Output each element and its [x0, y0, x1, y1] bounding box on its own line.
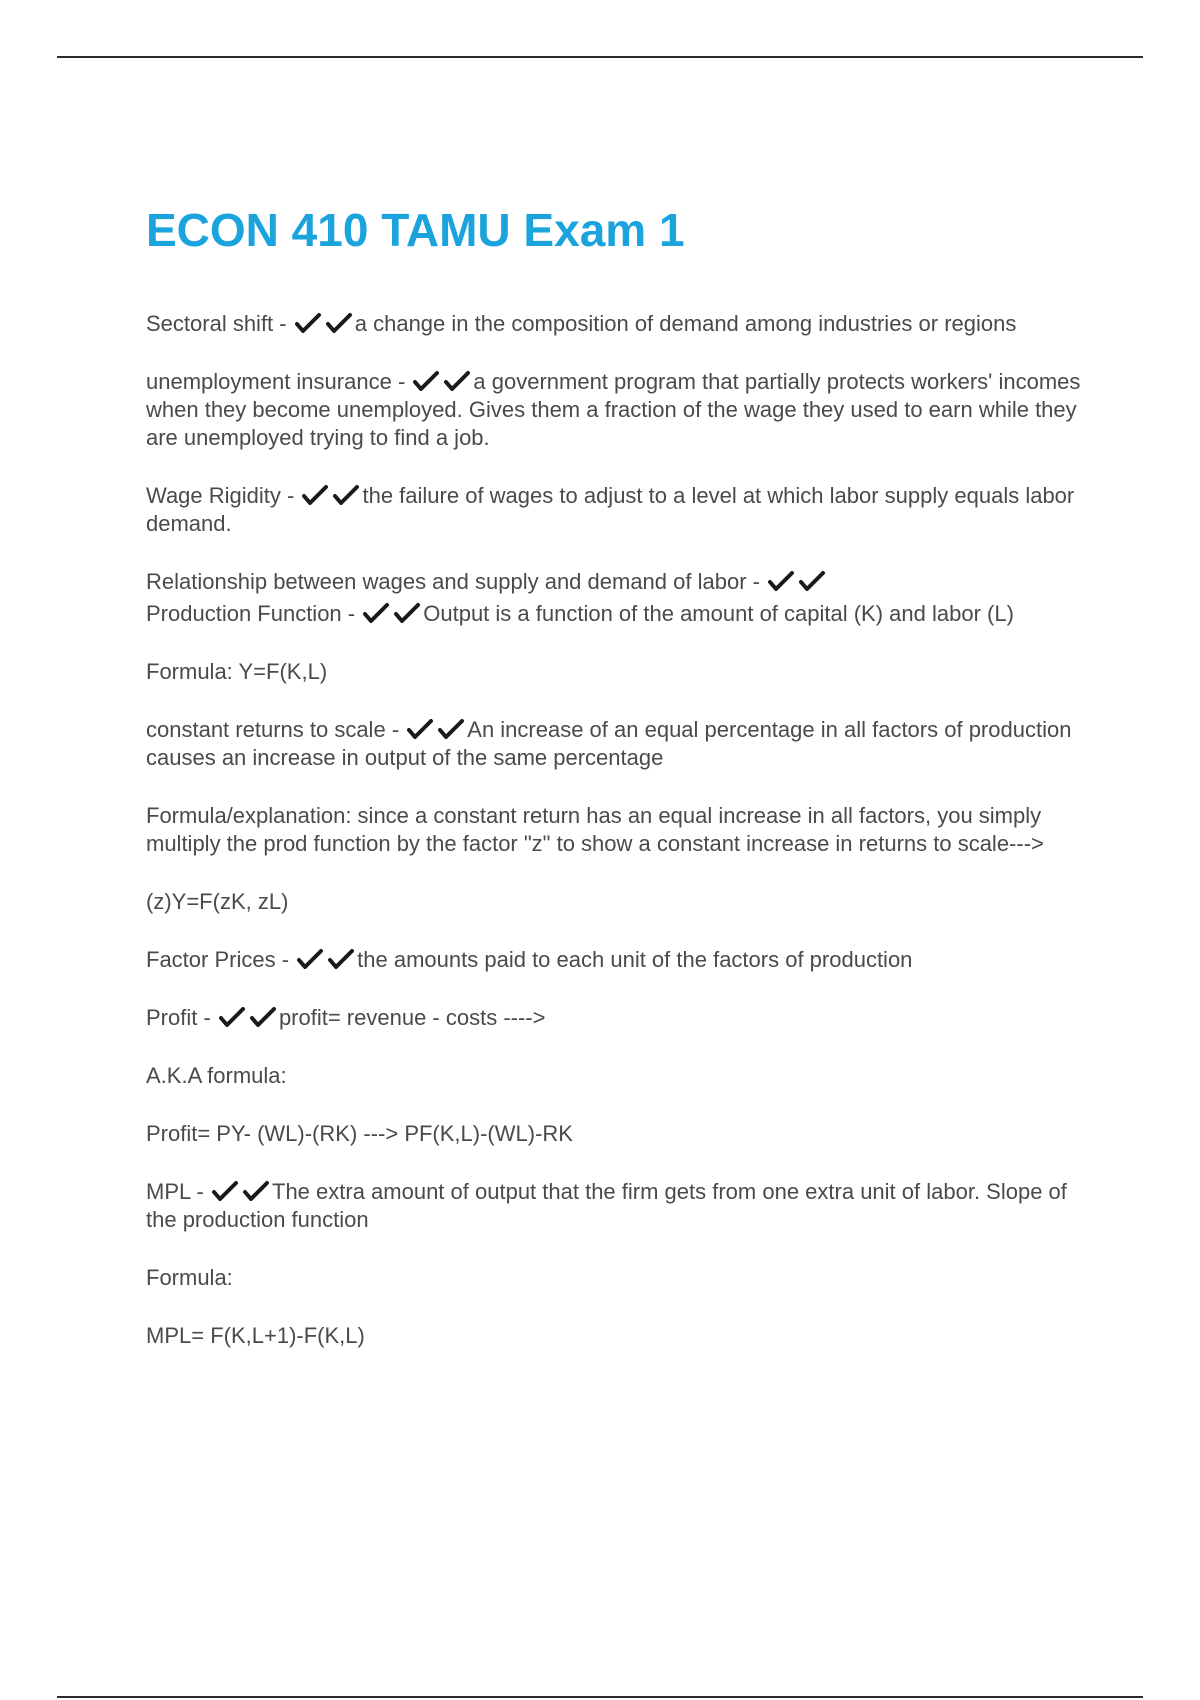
flashcard-entry [146, 310, 1086, 338]
definition: a change in the composition of demand among industries or regions [354, 311, 1017, 336]
header-rule [57, 56, 1143, 58]
flashcard-entry [146, 1004, 1086, 1032]
document-body [146, 200, 1086, 1380]
flashcard-entry [146, 946, 1086, 974]
term: MPL [146, 1179, 191, 1204]
checkmark-icon [243, 1180, 270, 1202]
checkmark-icon [444, 370, 471, 392]
separator: - [391, 717, 400, 742]
formula-text: Profit= PY- (WL)-(RK) ---> PF(K,L)-(WL)-RK [146, 1121, 573, 1146]
separator: - [281, 947, 290, 972]
checkmark-icon [799, 570, 826, 592]
definition: Output is a function of the amount of capital (K) and labor (L) [423, 601, 1014, 626]
flashcard-entry [146, 368, 1086, 452]
flashcard-entry [146, 716, 1086, 772]
term: Profit [146, 1005, 198, 1030]
separator: - [397, 369, 406, 394]
checkmark-icon [328, 948, 355, 970]
separator: - [279, 311, 287, 336]
formula-label: A.K.A formula: [146, 1063, 287, 1088]
formula-text: (z)Y=F(zK, zL) [146, 889, 289, 914]
checkmark-icon [302, 484, 329, 506]
separator: - [203, 1005, 211, 1030]
term: Production Function [146, 601, 342, 626]
separator: - [287, 483, 295, 508]
definition: the failure of wages to adjust to a level at which labor supply equals labor demand. [146, 483, 1075, 536]
checkmark-icon [212, 1180, 239, 1202]
footer-rule [57, 1696, 1143, 1698]
formula-label: Formula: [146, 1265, 233, 1290]
definition: An increase of an equal percentage in all factors of production causes an increase in output of the same percentage [146, 717, 1072, 770]
definition: profit= revenue - costs ----> [278, 1005, 546, 1030]
checkmark-icon [250, 1006, 277, 1028]
definition: the amounts paid to each unit of the factors of production [357, 947, 913, 972]
flashcard-entry [146, 568, 1086, 596]
checkmark-icon [407, 718, 434, 740]
checkmark-icon [295, 312, 322, 334]
flashcard-entry [146, 482, 1086, 538]
term: Wage Rigidity [146, 483, 281, 508]
term: constant returns to scale [146, 717, 386, 742]
document-title: ECON 410 TAMU Exam 1 [146, 204, 685, 256]
term: Relationship between wages and supply and demand of labor [146, 569, 747, 594]
checkmark-icon [394, 602, 421, 624]
formula-text: Formula: Y=F(K,L) [146, 659, 328, 684]
flashcard-entry [146, 1178, 1086, 1234]
term: Factor Prices [146, 947, 276, 972]
checkmark-icon [768, 570, 795, 592]
checkmark-icon [326, 312, 353, 334]
separator: - [196, 1179, 204, 1204]
checkmark-icon [438, 718, 465, 740]
explanation-text: Formula/explanation: since a constant return has an equal increase in all factors, you simply multiply the prod function by the factor "z" to show a constant increase in returns to scale---> [146, 803, 1044, 856]
checkmark-icon [413, 370, 440, 392]
checkmark-icon [363, 602, 390, 624]
checkmark-icon [219, 1006, 246, 1028]
flashcard-entry [146, 600, 1086, 628]
definition: The extra amount of output that the firm gets from one extra unit of labor. Slope of the production function [146, 1179, 1067, 1232]
separator: - [347, 601, 356, 626]
separator: - [752, 569, 760, 594]
checkmark-icon [333, 484, 360, 506]
definition: a government program that partially protects workers' incomes when they become unemployed. Gives them a fraction of the wage they used to earn while they are unemployed trying to find a job. [146, 369, 1081, 450]
checkmark-icon [297, 948, 324, 970]
term: unemployment insurance [146, 369, 392, 394]
formula-text: MPL= F(K,L+1)-F(K,L) [146, 1323, 365, 1348]
term: Sectoral shift [146, 311, 274, 336]
